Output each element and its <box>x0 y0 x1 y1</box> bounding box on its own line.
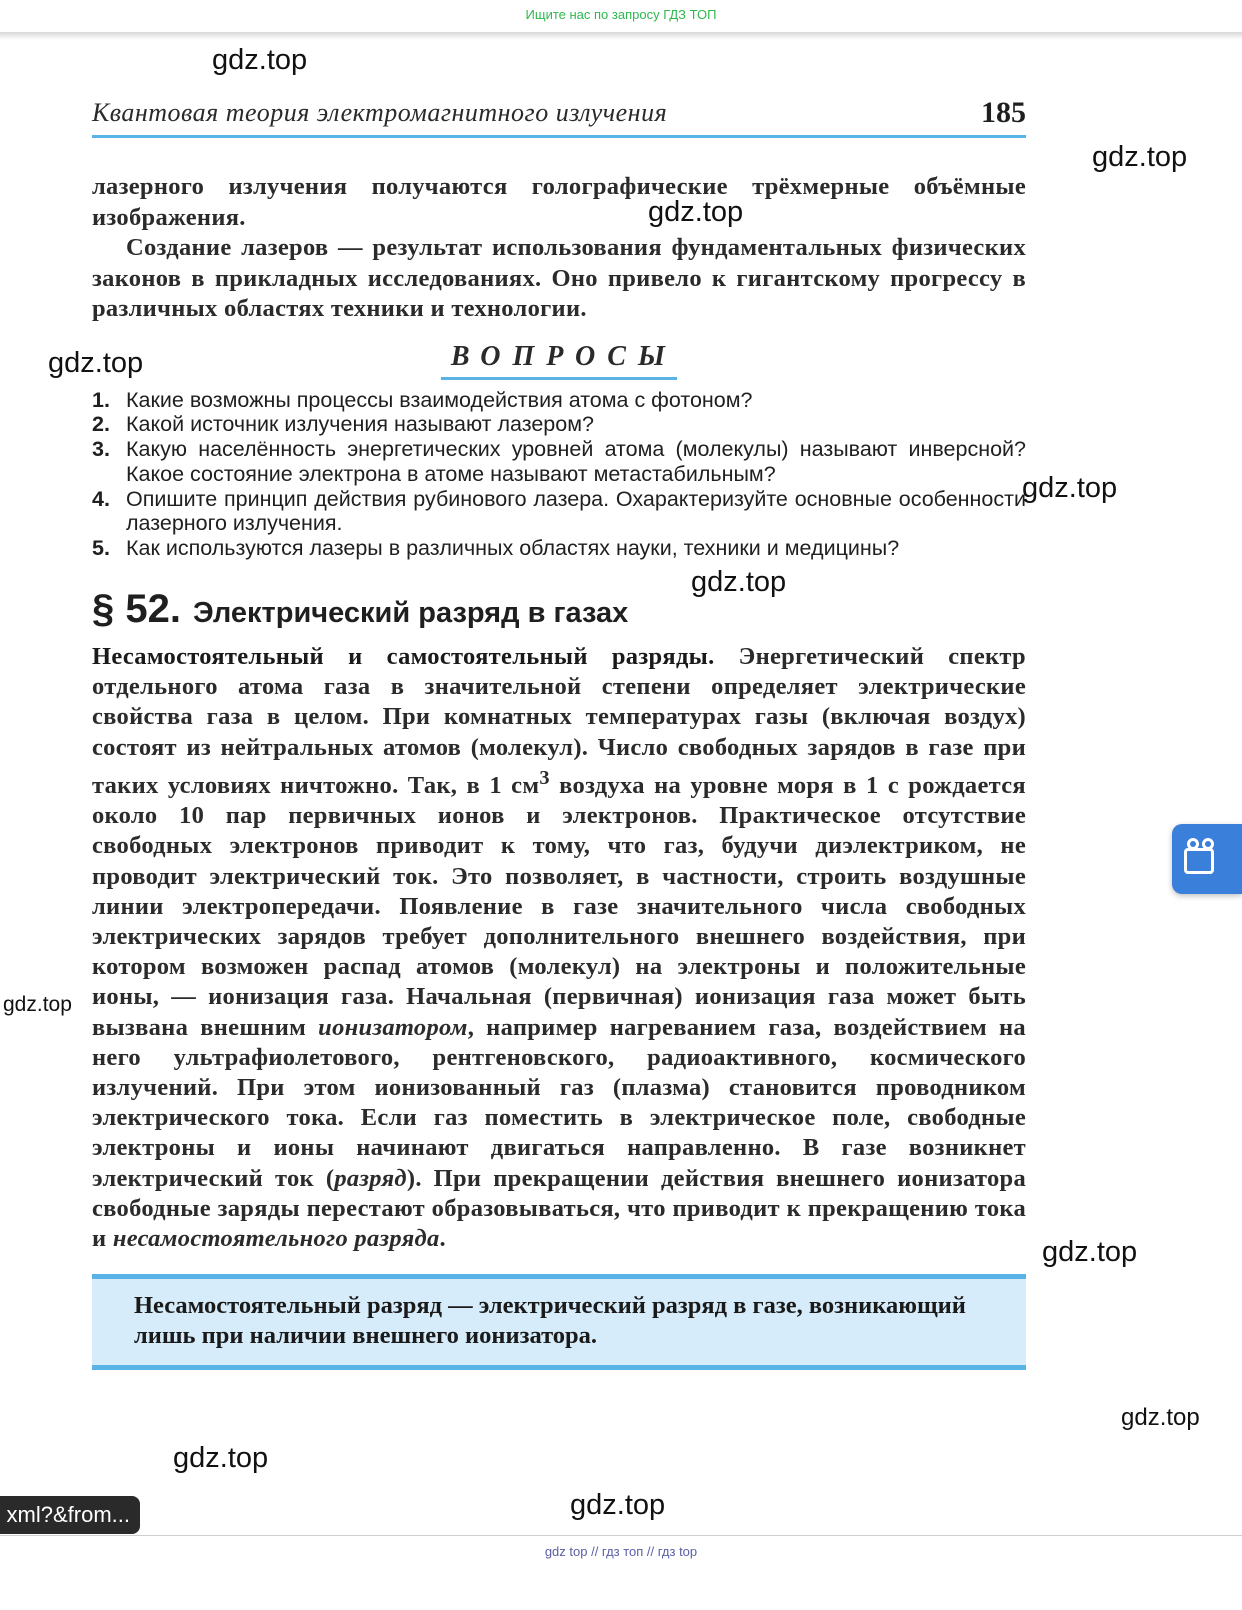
question-text: Какие возможны процессы взаимодействия атома с фотоном? <box>126 387 753 412</box>
questions-heading: ВОПРОСЫ <box>441 341 677 380</box>
section-number: § 52. <box>92 587 181 632</box>
question-number: 3. <box>92 437 110 462</box>
question-number: 5. <box>92 536 110 561</box>
side-video-widget[interactable] <box>1172 824 1242 894</box>
section-heading <box>92 587 1026 632</box>
questions-heading-wrap <box>92 341 1026 380</box>
question-number: 4. <box>92 486 110 511</box>
question-text: Какой источник излучения называют лазером? <box>126 412 594 437</box>
url-toast-text: xml?&from... <box>6 1502 130 1527</box>
watermark: gdz.top <box>1121 1404 1200 1431</box>
watermark: gdz.top <box>48 347 144 379</box>
question-text: Опишите принцип действия рубинового лазера. Охарактеризуйте основные особенности лазерного излучения. <box>126 486 1026 536</box>
term-ionizer: ионизатором <box>318 1013 468 1041</box>
watermark: gdz.top <box>648 196 744 228</box>
body-text-5: . <box>439 1225 446 1253</box>
watermark: gdz.top <box>570 1489 666 1521</box>
question-item <box>92 388 1026 413</box>
watermark: gdz.top <box>212 44 308 76</box>
url-toast[interactable] <box>0 1496 140 1534</box>
intro-block <box>92 172 1026 325</box>
page-header <box>92 90 1026 138</box>
definition-box <box>92 1274 1026 1370</box>
question-number: 2. <box>92 412 110 437</box>
textbook-page <box>92 90 1026 1370</box>
intro-paragraph-1: лазерного излучения получаются голографические трёхмерные объёмные изображения. <box>92 173 1026 231</box>
watermark: gdz.top <box>1022 472 1118 504</box>
top-banner-shadow <box>0 32 1242 40</box>
term-discharge: разряд <box>334 1164 407 1192</box>
banner-text: Ищите нас по запросу ГДЗ ТОП <box>525 7 717 22</box>
watermark: gdz.top <box>173 1442 269 1474</box>
question-item <box>92 412 1026 437</box>
questions-list <box>92 388 1026 562</box>
section-body <box>92 642 1026 1254</box>
term-non-self-discharge: несамостоятельного разряда <box>112 1225 440 1253</box>
intro-paragraph-2: Создание лазеров — результат использования фундаментальных физических законов в прикладных исследованиях. Оно привело к гигантскому прогрессу в различных областях техники и технологии. <box>92 234 1026 322</box>
watermark: gdz.top <box>1092 141 1188 173</box>
chapter-title: Квантовая теория электромагнитного излучения <box>92 98 668 127</box>
bottom-links-text[interactable]: gdz top // гдз топ // гдз top <box>544 1544 698 1559</box>
watermark: gdz.top <box>1042 1236 1138 1268</box>
question-item <box>92 536 1026 561</box>
video-camera-icon <box>1184 848 1214 874</box>
body-text-4: ). При прекращении действия внешнего ионизатора свободные заряды перестают образовываться, что приводит к прекращению тока и <box>92 1164 1027 1253</box>
question-item <box>92 437 1026 487</box>
question-number: 1. <box>92 387 110 412</box>
question-item <box>92 487 1026 537</box>
superscript-3: 3 <box>539 766 550 789</box>
question-text: Какую населённость энергетических уровней атома (молекулы) называют инверсной? Какое состояние электрона в атоме называют метастабильным? <box>126 437 1026 486</box>
section-title: Электрический разряд в газах <box>192 597 629 630</box>
body-text-2: воздуха на уровне моря в 1 с рождается около 10 пар первичных ионов и электронов. Практическое отсутствие свободных электронов приводит к тому, что газ, будучи диэлектриком, не проводит электрический ток. Это позволяет, в частности, строить воздушные линии электропередачи. Появление в газе значительного числа свободных электрических зарядов требует дополнительного внешнего воздействия, при котором возможен распад атомов (молекул) на электроны и положительные ионы, — ионизация газа. Начальная (первичная) ионизация газа может быть вызвана внешним <box>92 772 1026 1041</box>
bottom-bar <box>0 1535 1242 1610</box>
section-lead: Несамостоятельный и самостоятельный разряды. <box>92 643 715 671</box>
question-text: Как используются лазеры в различных областях науки, техники и медицины? <box>126 536 900 561</box>
top-banner <box>0 0 1242 32</box>
body-text-1: Энергетический спектр отдельного атома газа в значительной степени определяет электрические свойства газа в целом. При комнатных температурах газы (включая воздух) состоят из нейтральных атомов (молекул). Число свободных зарядов в газе при таких условиях ничтожно. Так, в 1 см <box>92 643 1026 800</box>
definition-text: Несамостоятельный разряд — электрический разряд в газе, возникающий лишь при наличии внешнего ионизатора. <box>134 1292 966 1350</box>
watermark: gdz.top <box>691 566 787 598</box>
watermark: gdz.top <box>3 993 72 1016</box>
page-number: 185 <box>981 96 1026 129</box>
body-text-3: , например нагреванием газа, воздействием на него ультрафиолетового, рентгеновского, радиоактивного, космического излучений. При этом ионизованный газ (плазма) становится проводником электрического тока. Если газ поместить в электрическое поле, свободные электроны и ионы начинают двигаться направленно. В газе возникнет электрический ток ( <box>92 1013 1026 1192</box>
